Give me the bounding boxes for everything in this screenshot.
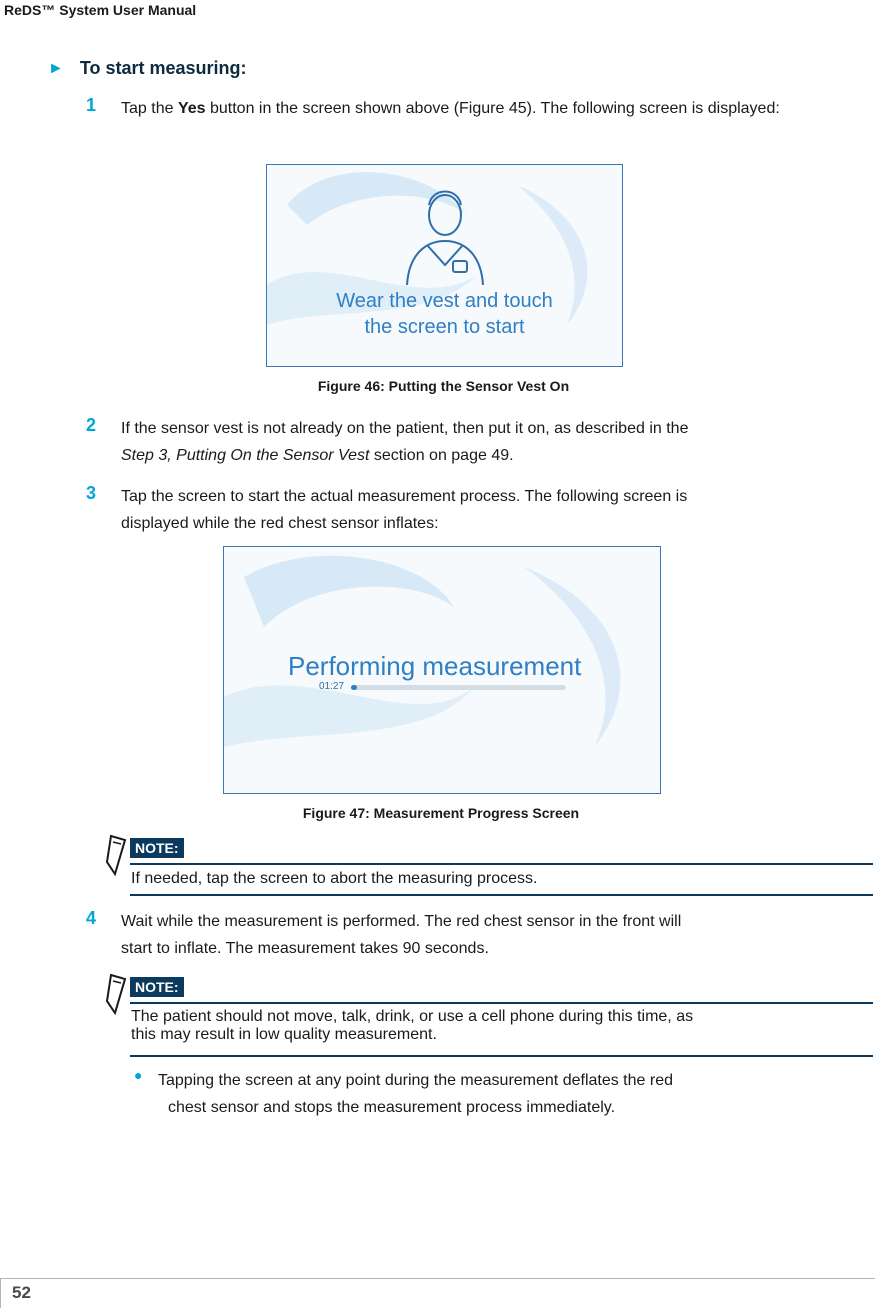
progress-track [351, 685, 566, 690]
triangle-bullet-icon: ► [48, 59, 64, 77]
bullet-dot-icon: ● [134, 1067, 143, 1083]
progress-fill [351, 685, 357, 690]
step-number: 1 [86, 95, 97, 115]
section-heading-text: To start measuring: [79, 58, 247, 78]
figure-46-screenshot [266, 164, 623, 367]
step-4-text: Wait while the measurement is performed. The red chest sensor in the front will start to inflate. The measurement takes 90 seconds. [121, 913, 682, 957]
footer-divider [0, 1278, 875, 1279]
person-vest-icon [407, 192, 483, 286]
note-divider [130, 863, 873, 865]
footer-divider [0, 1278, 1, 1308]
note-divider [130, 894, 873, 896]
figure-46-caption: Figure 46: Putting the Sensor Vest On [317, 378, 570, 394]
step-2-text: If the sensor vest is not already on the patient, then put it on, as described in the Step 3, Putting On the Sensor Vest section on page 49. [121, 420, 689, 464]
figure-47-screenshot [223, 546, 661, 794]
page-number: 52 [12, 1283, 31, 1302]
step-1-text: Tap the Yes button in the screen shown above (Figure 45). The following screen is displayed: [121, 100, 780, 117]
step-3-text: Tap the screen to start the actual measurement process. The following screen is displayed while the red chest sensor inflates: [121, 488, 688, 532]
pencil-icon [103, 834, 129, 876]
figure-47-caption: Figure 47: Measurement Progress Screen [302, 805, 580, 821]
step-number: 3 [86, 483, 97, 503]
running-header: ReDS™ System User Manual [4, 2, 197, 18]
note-text: If needed, tap the screen to abort the measuring process. [131, 870, 538, 887]
step-number: 2 [86, 415, 97, 435]
section-heading [48, 58, 247, 79]
note-label: NOTE: [130, 977, 184, 997]
step-number: 4 [86, 908, 97, 928]
note-text: The patient should not move, talk, drink, or use a cell phone during this time, as this may result in low quality measurement. [131, 1008, 694, 1043]
pencil-icon [103, 973, 129, 1015]
note-divider [130, 1002, 873, 1004]
bullet-text: Tapping the screen at any point during the measurement deflates the red chest sensor and stops the measurement process immediately. [158, 1072, 673, 1116]
note-divider [130, 1055, 873, 1057]
screen-title: Performing measurement [288, 651, 582, 681]
note-label: NOTE: [130, 838, 184, 858]
screen-message: Wear the vest and touch the screen to start [336, 290, 553, 338]
timer-readout: 01:27 [319, 681, 345, 692]
